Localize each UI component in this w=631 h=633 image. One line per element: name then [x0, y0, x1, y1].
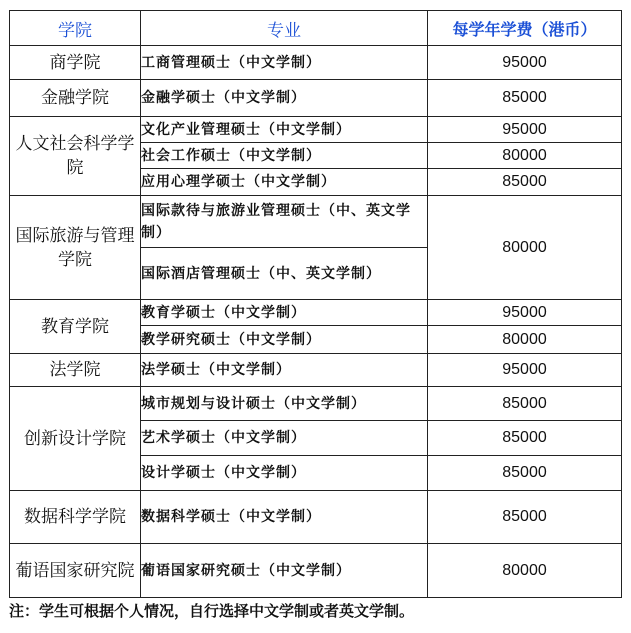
- fee-cell: 85000: [428, 456, 622, 491]
- school-cell: 数据科学学院: [10, 491, 141, 544]
- table-row: [10, 300, 622, 326]
- school-cell: 人文社会科学学院: [10, 117, 141, 196]
- fee-cell: 85000: [428, 387, 622, 421]
- table-row: [10, 491, 622, 544]
- program-header: 专业: [141, 11, 428, 46]
- tuition-table: [9, 10, 622, 598]
- program-cell: 应用心理学硕士（中文学制）: [141, 169, 428, 196]
- program-cell: 教学研究硕士（中文学制）: [141, 326, 428, 354]
- program-cell: 数据科学硕士（中文学制）: [141, 491, 428, 544]
- program-cell: 国际款待与旅游业管理硕士（中、英文学制）: [141, 196, 428, 248]
- school-cell: 商学院: [10, 46, 141, 80]
- table-row: [10, 196, 622, 248]
- school-header: 学院: [10, 11, 141, 46]
- header-row: [10, 11, 622, 46]
- table-row: [10, 80, 622, 117]
- fee-cell: 95000: [428, 300, 622, 326]
- program-cell: 文化产业管理硕士（中文学制）: [141, 117, 428, 143]
- program-cell: 教育学硕士（中文学制）: [141, 300, 428, 326]
- fee-cell: 85000: [428, 491, 622, 544]
- table-row: [10, 544, 622, 598]
- program-cell: 国际酒店管理硕士（中、英文学制）: [141, 248, 428, 300]
- fee-cell: 95000: [428, 354, 622, 387]
- fee-cell: 95000: [428, 46, 622, 80]
- school-cell: 金融学院: [10, 80, 141, 117]
- program-cell: 法学硕士（中文学制）: [141, 354, 428, 387]
- footnote: 注：学生可根据个人情况，自行选择中文学制或者英文学制。: [9, 602, 415, 620]
- school-cell: 创新设计学院: [10, 387, 141, 491]
- table-row: [10, 46, 622, 80]
- fee-cell: 80000: [428, 544, 622, 598]
- fee-cell: 85000: [428, 421, 622, 456]
- program-cell: 金融学硕士（中文学制）: [141, 80, 428, 117]
- fee-cell: 80000: [428, 143, 622, 169]
- program-cell: 设计学硕士（中文学制）: [141, 456, 428, 491]
- school-cell: 国际旅游与管理学院: [10, 196, 141, 300]
- program-cell: 社会工作硕士（中文学制）: [141, 143, 428, 169]
- fee-cell: 80000: [428, 196, 622, 300]
- fee-cell: 85000: [428, 80, 622, 117]
- school-cell: 葡语国家研究院: [10, 544, 141, 598]
- fee-header: 每学年学费（港币）: [428, 11, 622, 46]
- program-cell: 葡语国家研究硕士（中文学制）: [141, 544, 428, 598]
- table-row: [10, 117, 622, 143]
- program-cell: 城市规划与设计硕士（中文学制）: [141, 387, 428, 421]
- school-cell: 教育学院: [10, 300, 141, 354]
- table-row: [10, 387, 622, 421]
- fee-cell: 85000: [428, 169, 622, 196]
- fee-cell: 95000: [428, 117, 622, 143]
- table-row: [10, 354, 622, 387]
- school-cell: 法学院: [10, 354, 141, 387]
- program-cell: 工商管理硕士（中文学制）: [141, 46, 428, 80]
- fee-cell: 80000: [428, 326, 622, 354]
- program-cell: 艺术学硕士（中文学制）: [141, 421, 428, 456]
